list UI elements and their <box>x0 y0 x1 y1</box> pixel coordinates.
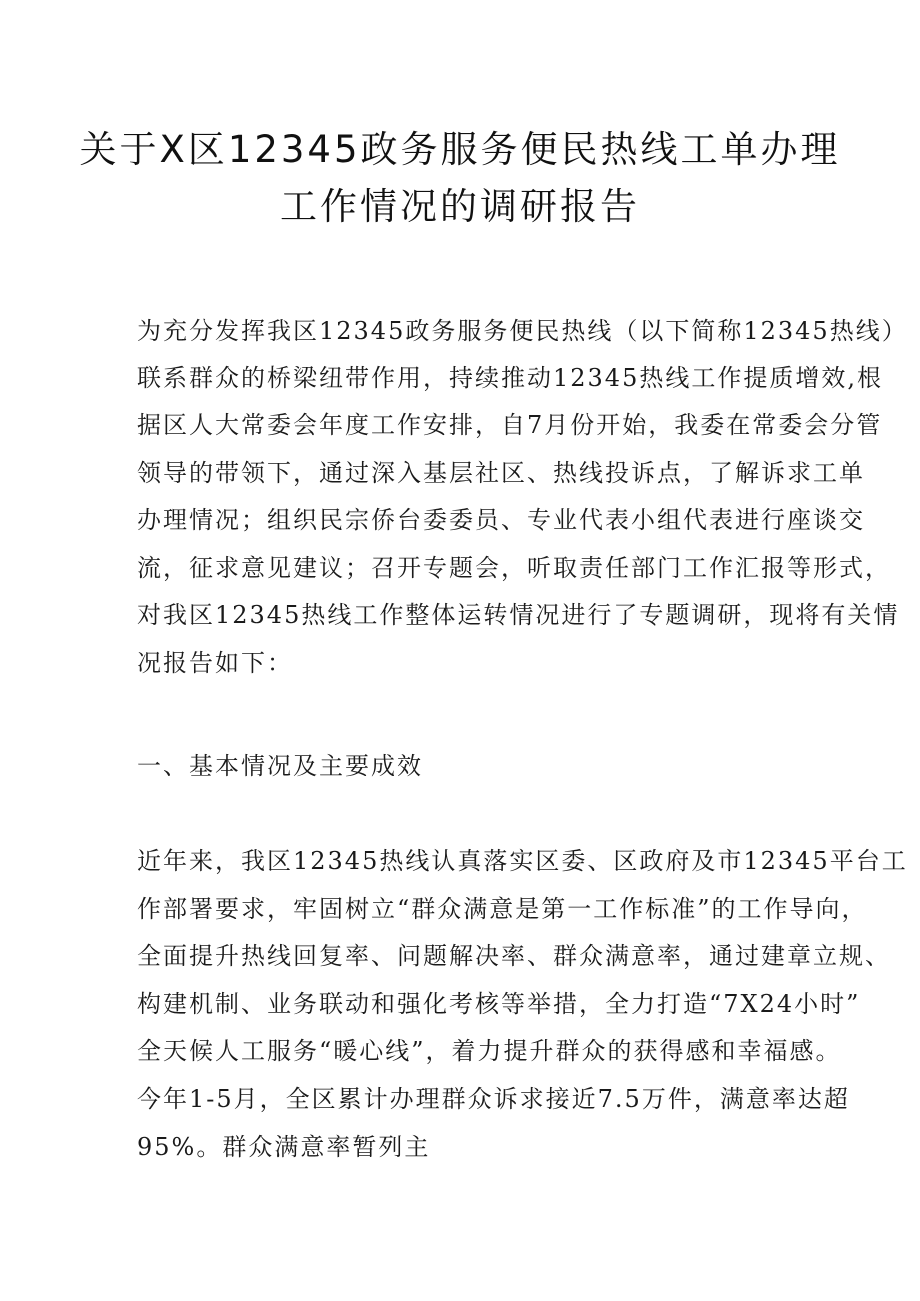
section-line: 构建机制、业务联动和强化考核等举措，全力打造“7X24小时” <box>137 990 861 1018</box>
section-line: 今年1-5月，全区累计办理群众诉求接近7.5万件，满意率达超 <box>137 1085 850 1113</box>
intro-line: 对我区12345热线工作整体运转情况进行了专题调研，现将有关情 <box>137 601 900 629</box>
intro-line: 流，征求意见建议；召开专题会，听取责任部门工作汇报等形式， <box>137 554 891 582</box>
intro-line: 办理情况；组织民宗侨台委委员、专业代表小组代表进行座谈交 <box>137 506 865 534</box>
document-title-line-1: 关于X区12345政务服务便民热线工单办理 <box>79 128 841 171</box>
intro-line: 况报告如下： <box>137 649 293 677</box>
section-line: 全面提升热线回复率、问题解决率、群众满意率，通过建章立规、 <box>137 942 891 970</box>
section-heading: 一、基本情况及主要成效 <box>137 752 423 780</box>
intro-line: 联系群众的桥梁纽带作用，持续推动12345热线工作提质增效,根 <box>137 364 883 392</box>
section-line: 近年来，我区12345热线认真落实区委、区政府及市12345平台工 <box>137 847 908 875</box>
document-title-line-2: 工作情况的调研报告 <box>280 185 640 228</box>
intro-line: 为充分发挥我区12345政务服务便民热线（以下简称12345热线） <box>137 317 908 345</box>
section-line: 95%。群众满意率暂列主 <box>137 1133 431 1161</box>
intro-line: 据区人大常委会年度工作安排，自7月份开始，我委在常委会分管 <box>137 411 883 439</box>
intro-line: 领导的带领下，通过深入基层社区、热线投诉点，了解诉求工单 <box>137 459 865 487</box>
section-line: 全天候人工服务“暖心线”，着力提升群众的获得感和幸福感。 <box>137 1037 842 1065</box>
section-line: 作部署要求，牢固树立“群众满意是第一工作标准”的工作导向， <box>137 895 868 923</box>
